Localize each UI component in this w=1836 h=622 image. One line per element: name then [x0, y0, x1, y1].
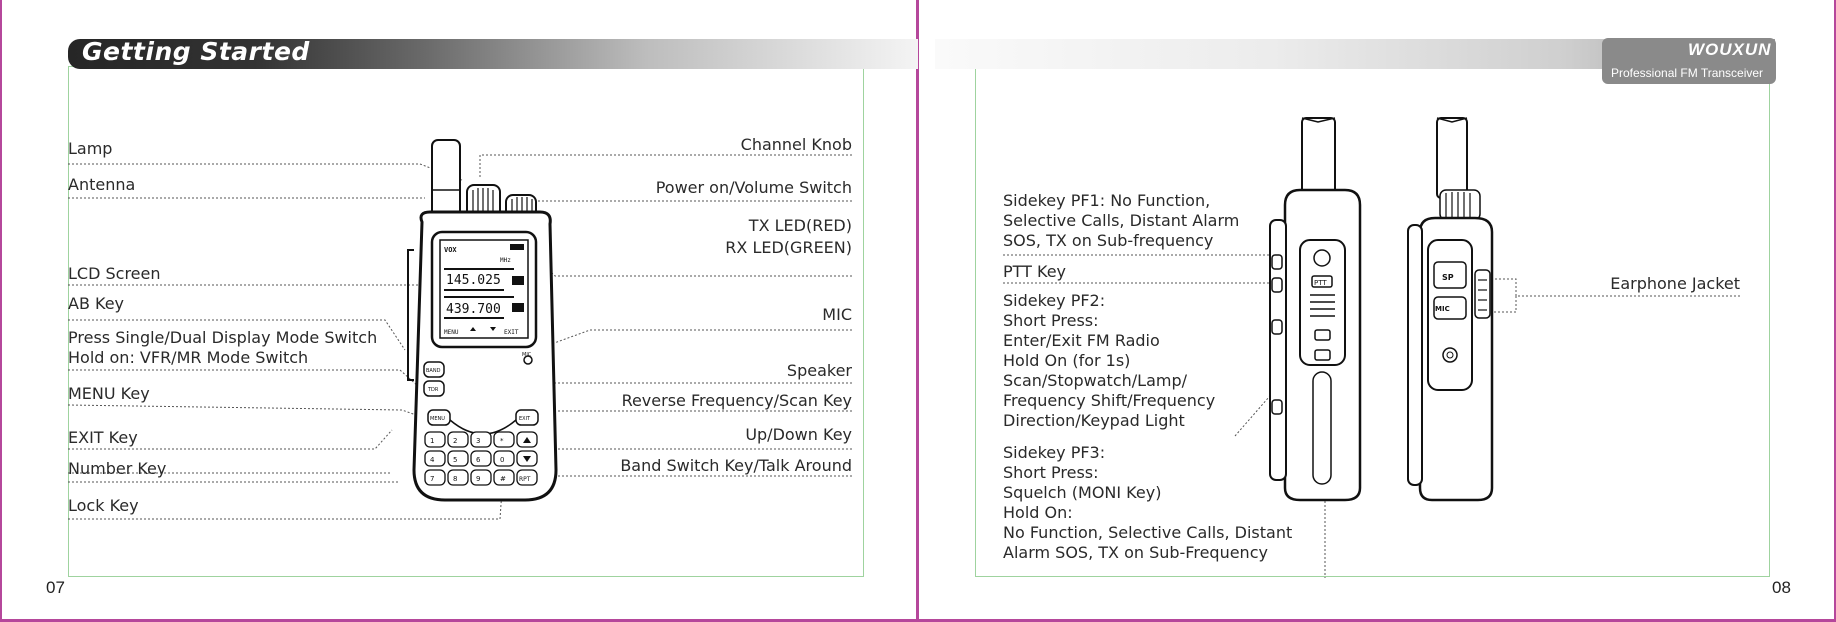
label-ptt-key: PTT Key — [1003, 262, 1067, 281]
label-pf2-line-4: Hold On (for 1s) — [1003, 351, 1131, 370]
label-lamp: Lamp — [68, 139, 113, 158]
key-exit: EXIT — [519, 416, 531, 422]
page-title: Getting Started — [82, 37, 310, 66]
svg-text:7: 7 — [430, 475, 435, 483]
label-speaker: Speaker — [786, 361, 852, 380]
label-mic: MIC — [822, 305, 852, 324]
key-mic: MIC — [522, 352, 532, 358]
label-lock-key: Lock Key — [68, 496, 139, 515]
label-up-down-key: Up/Down Key — [745, 425, 852, 444]
lcd-exit: EXIT — [504, 329, 519, 336]
label-pf2-line-5: Scan/Stopwatch/Lamp/ — [1003, 371, 1188, 390]
label-display-mode-switch: Press Single/Dual Display Mode Switch — [68, 328, 378, 347]
label-pf3-line-1: Sidekey PF3: — [1003, 443, 1106, 462]
lcd-mhz: MHz — [500, 257, 511, 264]
side-sp-label: SP — [1442, 273, 1454, 282]
label-channel-knob: Channel Knob — [740, 135, 852, 154]
label-tx-led: TX LED(RED) — [748, 216, 852, 235]
label-vfr-mr-switch: Hold on: VFR/MR Mode Switch — [68, 348, 309, 367]
label-pf1-line-3: SOS, TX on Sub-frequency — [1003, 231, 1214, 250]
label-pf1-line-1: Sidekey PF1: No Function, — [1003, 191, 1211, 210]
label-pf3-line-4: Hold On: — [1003, 503, 1073, 522]
key-band: BAND — [426, 368, 441, 374]
lcd-freq-1: 145.025 — [446, 273, 501, 288]
label-lcd-screen: LCD Screen — [68, 264, 161, 283]
svg-text:3: 3 — [476, 437, 481, 445]
label-antenna: Antenna — [68, 175, 136, 194]
label-pf3-line-6: Alarm SOS, TX on Sub-Frequency — [1003, 543, 1268, 562]
svg-text:6: 6 — [476, 456, 481, 464]
svg-text:8: 8 — [453, 475, 458, 483]
svg-text:2: 2 — [453, 437, 458, 445]
label-pf2-line-3: Enter/Exit FM Radio — [1003, 331, 1160, 350]
label-pf3-line-5: No Function, Selective Calls, Distant — [1003, 523, 1293, 542]
label-ab-key: AB Key — [68, 294, 125, 313]
label-pf2-line-1: Sidekey PF2: — [1003, 291, 1106, 310]
svg-text:#: # — [500, 475, 506, 483]
svg-text:*: * — [500, 437, 504, 445]
svg-text:9: 9 — [476, 475, 481, 483]
label-pf3-line-2: Short Press: — [1003, 463, 1099, 482]
label-band-switch: Band Switch Key/Talk Around — [620, 456, 852, 475]
label-menu-key: MENU Key — [68, 384, 150, 403]
lcd-freq-2: 439.700 — [446, 302, 501, 317]
label-pf2-line-2: Short Press: — [1003, 311, 1099, 330]
label-rx-led: RX LED(GREEN) — [725, 238, 852, 257]
lcd-menu: MENU — [444, 329, 459, 336]
side-mic-label: MIC — [1435, 305, 1450, 313]
key-menu: MENU — [430, 416, 445, 422]
label-pf3-line-3: Squelch (MONI Key) — [1003, 483, 1162, 502]
side-ptt-label: PTT — [1314, 279, 1327, 287]
label-power-volume: Power on/Volume Switch — [655, 178, 852, 197]
label-number-key: Number Key — [68, 459, 167, 478]
page-number-left: 07 — [46, 578, 65, 597]
key-rpt: RPT — [519, 476, 531, 483]
label-exit-key: EXIT Key — [68, 428, 138, 447]
svg-text:1: 1 — [430, 437, 435, 445]
lcd-vox: VOX — [444, 246, 457, 254]
svg-text:4: 4 — [430, 456, 435, 464]
label-earphone-jacket: Earphone Jacket — [1610, 274, 1740, 293]
label-pf2-line-6: Frequency Shift/Frequency — [1003, 391, 1216, 410]
page-number-right: 08 — [1772, 578, 1791, 597]
brand-logo-text: WOUXUN — [1688, 40, 1772, 59]
label-reverse-frequency: Reverse Frequency/Scan Key — [621, 391, 852, 410]
label-pf2-line-7: Direction/Keypad Light — [1003, 411, 1185, 430]
brand-tagline: Professional FM Transceiver — [1611, 66, 1764, 80]
svg-text:0: 0 — [500, 456, 505, 464]
svg-text:5: 5 — [453, 456, 458, 464]
label-pf1-line-2: Selective Calls, Distant Alarm — [1003, 211, 1240, 230]
key-tdr: TDR — [428, 387, 439, 393]
